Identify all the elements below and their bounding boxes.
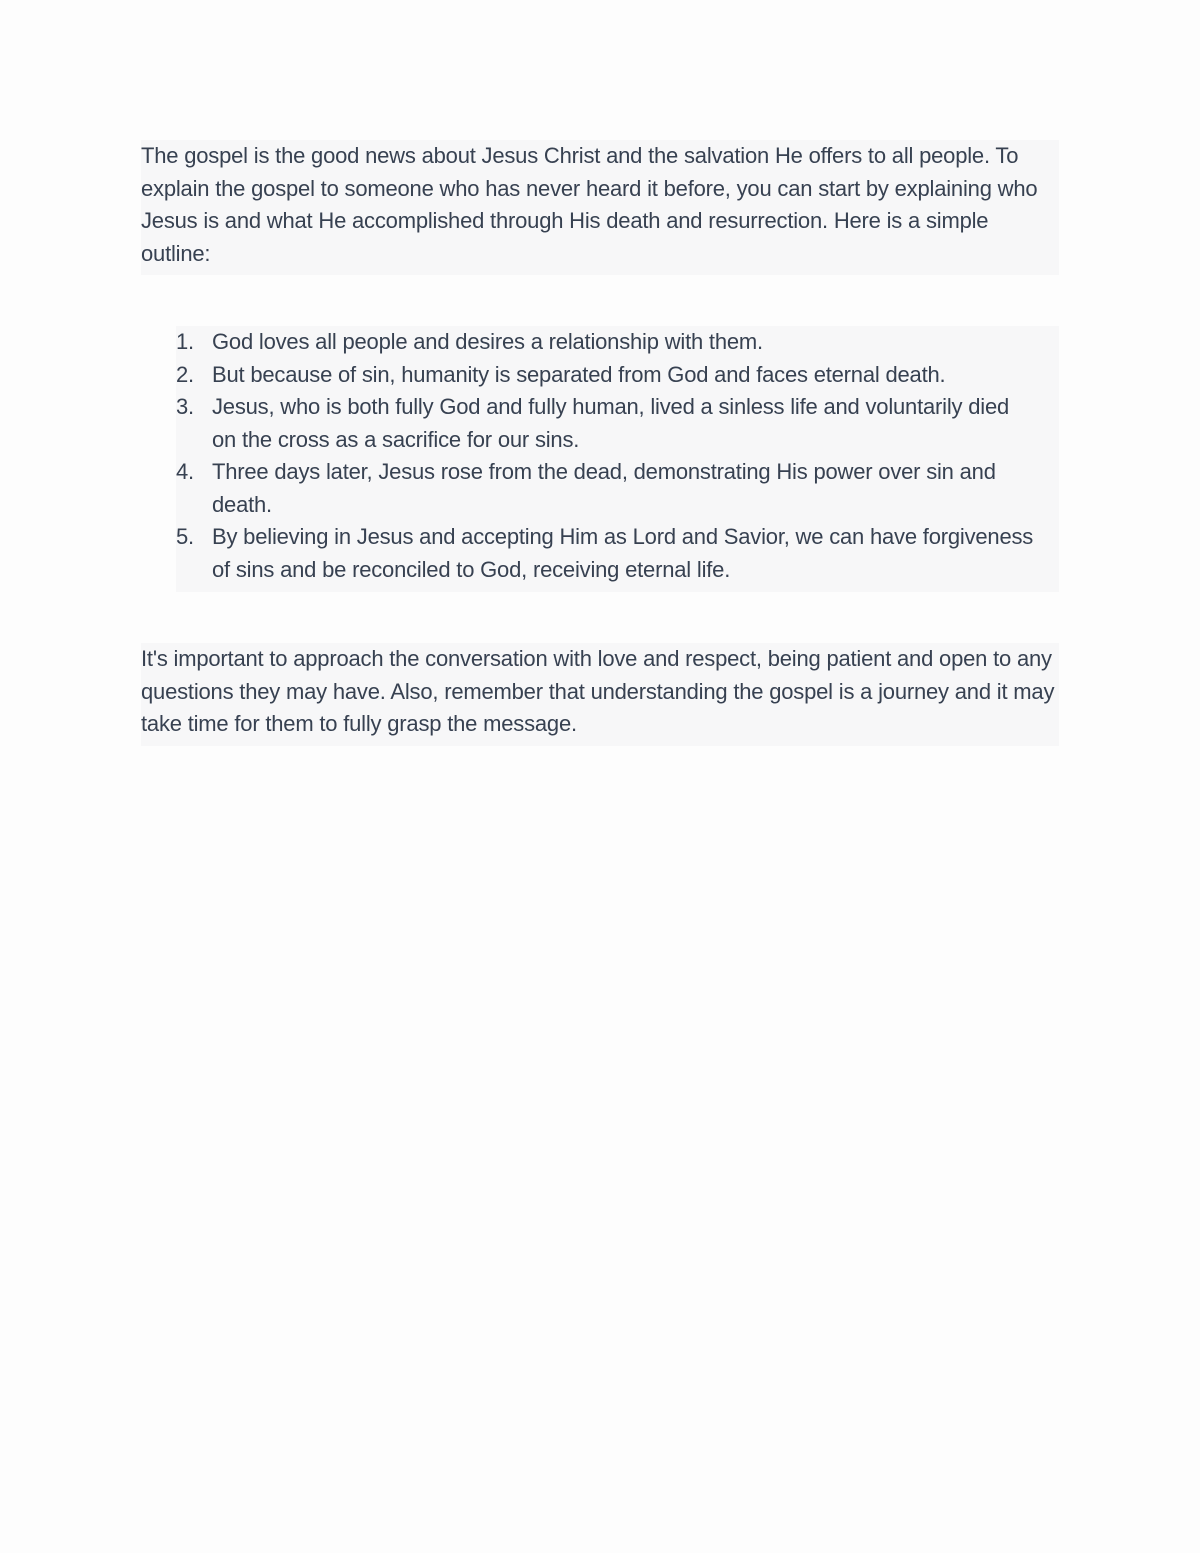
list-item-number: 1. (176, 329, 194, 354)
outline-list-block (176, 326, 1059, 592)
list-item (176, 521, 1059, 586)
intro-paragraph-block (141, 140, 1059, 275)
list-item (176, 359, 1059, 392)
list-item-text: Three days later, Jesus rose from the dead, demonstrating His power over sin and death. (212, 459, 996, 517)
list-item-number: 5. (176, 524, 194, 549)
list-item-number: 2. (176, 361, 194, 387)
closing-paragraph-block (141, 643, 1059, 746)
list-item (176, 391, 1059, 456)
closing-paragraph: It's important to approach the conversation with love and respect, being patient and open to any questions they may have. Also, remember that understanding the gospel is a journey and it may take time for them to fully grasp the message. (141, 646, 1055, 736)
list-item-number: 3. (176, 394, 194, 419)
list-item-text: By believing in Jesus and accepting Him as Lord and Savior, we can have forgiveness of sins and be reconciled to God, receiving eternal life. (212, 524, 1034, 582)
list-item (176, 456, 1059, 521)
list-item-number: 4. (176, 459, 194, 484)
list-item-text: But because of sin, humanity is separated from God and faces eternal death. (212, 361, 946, 387)
list-item-text: Jesus, who is both fully God and fully human, lived a sinless life and voluntarily died on the cross as a sacrifice for our sins. (212, 394, 1010, 452)
intro-paragraph: The gospel is the good news about Jesus Christ and the salvation He offers to all people. To explain the gospel to someone who has never heard it before, you can start by explaining who Jesus is and what He accomplished through His death and resurrection. Here is a simple outline: (141, 143, 1038, 266)
outline-list (176, 326, 1059, 586)
list-item-text: God loves all people and desires a relationship with them. (212, 329, 763, 354)
list-item (176, 326, 1059, 359)
